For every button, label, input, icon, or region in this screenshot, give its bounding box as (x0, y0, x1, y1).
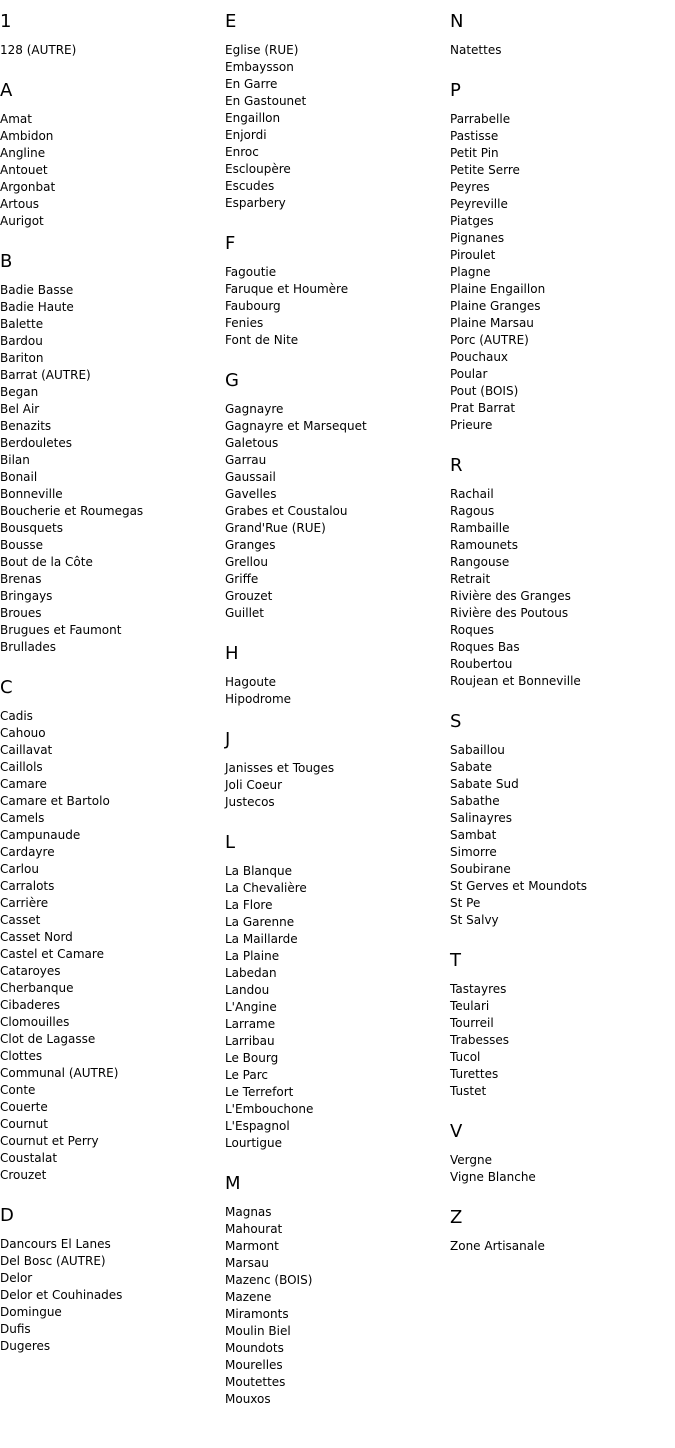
place-link[interactable]: Rambaille (450, 521, 510, 535)
place-link[interactable]: Delor et Couhinades (0, 1288, 123, 1302)
place-link[interactable]: Bilan (0, 453, 30, 467)
place-link[interactable]: L'Angine (225, 1000, 277, 1014)
place-link[interactable]: Poular (450, 367, 488, 381)
place-link[interactable]: Domingue (0, 1305, 62, 1319)
place-link[interactable]: Le Parc (225, 1068, 268, 1082)
place-link[interactable]: Eglise (RUE) (225, 43, 299, 57)
place-link[interactable]: Larribau (225, 1034, 275, 1048)
place-list (0, 1236, 215, 1355)
place-link[interactable]: La Plaine (225, 949, 280, 963)
place-link[interactable]: Benazits (0, 419, 52, 433)
place-link[interactable]: Couerte (0, 1100, 48, 1114)
letter-heading: H (225, 643, 239, 664)
place-link[interactable]: Brugues et Faumont (0, 623, 122, 637)
place-link[interactable]: Pouchaux (450, 350, 509, 364)
place-link[interactable]: Ragous (450, 504, 495, 518)
place-link[interactable]: Tourreil (450, 1016, 494, 1030)
place-link[interactable]: Cibaderes (0, 998, 60, 1012)
place-link[interactable]: Fagoutie (225, 265, 277, 279)
place-link[interactable]: Moutettes (225, 1375, 286, 1389)
place-link[interactable]: Roques Bas (450, 640, 520, 654)
place-link[interactable]: Rachail (450, 487, 494, 501)
place-link[interactable]: Magnas (225, 1205, 272, 1219)
place-link[interactable]: Rangouse (450, 555, 510, 569)
place-link[interactable]: Sambat (450, 828, 497, 842)
place-link[interactable]: Soubirane (450, 862, 511, 876)
place-list (0, 42, 215, 59)
place-link[interactable]: Dancours El Lanes (0, 1237, 111, 1251)
place-link[interactable]: Gavelles (225, 487, 277, 501)
letter-heading: B (0, 251, 13, 272)
place-link[interactable]: Marmont (225, 1239, 279, 1253)
place-link[interactable]: Zone Artisanale (450, 1239, 545, 1253)
place-link[interactable]: Larrame (225, 1017, 276, 1031)
place-link[interactable]: Janisses et Touges (225, 761, 335, 775)
place-link[interactable]: Moundots (225, 1341, 284, 1355)
place-list (450, 42, 665, 59)
letter-heading: G (225, 370, 239, 391)
letter-heading: M (225, 1173, 241, 1194)
place-link[interactable]: Dugeres (0, 1339, 51, 1353)
place-link[interactable]: Escloupère (225, 162, 291, 176)
letter-group (225, 234, 440, 349)
place-link[interactable]: Ramounets (450, 538, 519, 552)
place-list (450, 486, 665, 690)
letter-heading: F (225, 233, 236, 254)
letter-group (225, 730, 440, 811)
place-list (450, 981, 665, 1100)
place-link[interactable]: La Maillarde (225, 932, 298, 946)
place-link[interactable]: Carralots (0, 879, 55, 893)
place-link[interactable]: Miramonts (225, 1307, 289, 1321)
place-link[interactable]: Mourelles (225, 1358, 283, 1372)
place-link[interactable]: Teulari (450, 999, 490, 1013)
place-link[interactable]: Cournut (0, 1117, 48, 1131)
place-link[interactable]: Grabes et Coustalou (225, 504, 348, 518)
place-link[interactable]: Balette (0, 317, 44, 331)
place-link[interactable]: Hipodrome (225, 692, 292, 706)
place-link[interactable]: Ambidon (0, 129, 54, 143)
index-column-1 (0, 12, 215, 1377)
letter-group (225, 833, 440, 1152)
place-link[interactable]: Le Terrefort (225, 1085, 294, 1099)
place-link[interactable]: Clottes (0, 1049, 43, 1063)
letter-group (225, 12, 440, 212)
place-link[interactable]: Caillavat (0, 743, 53, 757)
index-column-2 (225, 12, 440, 1430)
place-link[interactable]: Berdouletes (0, 436, 72, 450)
place-link[interactable]: Angline (0, 146, 46, 160)
place-link[interactable]: Cahouo (0, 726, 46, 740)
letter-heading: C (0, 677, 13, 698)
place-link[interactable]: Vigne Blanche (450, 1170, 536, 1184)
letter-group (0, 1206, 215, 1355)
place-link[interactable]: Plaine Granges (450, 299, 541, 313)
place-link[interactable]: Broues (0, 606, 42, 620)
index-column-3 (450, 12, 665, 1277)
place-link[interactable]: Embaysson (225, 60, 294, 74)
place-list (225, 863, 440, 1152)
place-list (225, 401, 440, 622)
place-link[interactable]: La Flore (225, 898, 273, 912)
letter-group (450, 81, 665, 434)
place-link[interactable]: Pout (BOIS) (450, 384, 519, 398)
place-link[interactable]: Retrait (450, 572, 491, 586)
place-link[interactable]: Argonbat (0, 180, 56, 194)
place-link[interactable]: Clot de Lagasse (0, 1032, 96, 1046)
place-link[interactable]: Boucherie et Roumegas (0, 504, 144, 518)
place-link[interactable]: Caillols (0, 760, 43, 774)
letter-group (225, 371, 440, 622)
place-list (0, 282, 215, 656)
place-link[interactable]: Campunaude (0, 828, 81, 842)
place-link[interactable]: 128 (AUTRE) (0, 43, 77, 57)
place-link[interactable]: Roujean et Bonneville (450, 674, 581, 688)
place-link[interactable]: Tastayres (450, 982, 507, 996)
place-list (225, 264, 440, 349)
place-link[interactable]: La Chevalière (225, 881, 307, 895)
place-link[interactable]: Garrau (225, 453, 267, 467)
letter-heading: T (450, 950, 461, 971)
place-link[interactable]: Gagnayre et Marsequet (225, 419, 367, 433)
letter-group (225, 644, 440, 708)
place-link[interactable]: Bariton (0, 351, 44, 365)
place-link[interactable]: St Pe (450, 896, 481, 910)
place-link[interactable]: Mouxos (225, 1392, 271, 1406)
letter-group (225, 1174, 440, 1408)
place-link[interactable]: Delor (0, 1271, 33, 1285)
place-link[interactable]: Casset (0, 913, 41, 927)
place-link[interactable]: Gaussail (225, 470, 276, 484)
place-link[interactable]: Landou (225, 983, 270, 997)
place-link[interactable]: Roques (450, 623, 494, 637)
place-link[interactable]: Barrat (AUTRE) (0, 368, 91, 382)
place-link[interactable]: Piatges (450, 214, 494, 228)
place-link[interactable]: Bout de la Côte (0, 555, 93, 569)
place-link[interactable]: Fenies (225, 316, 264, 330)
place-link[interactable]: Sabate Sud (450, 777, 519, 791)
place-link[interactable]: Brullades (0, 640, 57, 654)
place-link[interactable]: Bonail (0, 470, 38, 484)
letter-heading: D (0, 1205, 14, 1226)
place-link[interactable]: Enroc (225, 145, 259, 159)
letter-heading: E (225, 11, 237, 32)
place-link[interactable]: La Garenne (225, 915, 295, 929)
place-link[interactable]: Cadis (0, 709, 33, 723)
place-link[interactable]: Sabate (450, 760, 493, 774)
place-link[interactable]: Artous (0, 197, 40, 211)
place-link[interactable]: Pignanes (450, 231, 505, 245)
place-link[interactable]: Mazenc (BOIS) (225, 1273, 313, 1287)
place-link[interactable]: Antouet (0, 163, 48, 177)
place-link[interactable]: St Salvy (450, 913, 499, 927)
place-link[interactable]: Gagnayre (225, 402, 284, 416)
place-link[interactable]: Marsau (225, 1256, 269, 1270)
letter-heading: J (225, 729, 231, 750)
letter-group (450, 456, 665, 690)
place-link[interactable]: Camare et Bartolo (0, 794, 110, 808)
place-link[interactable]: Le Bourg (225, 1051, 279, 1065)
place-link[interactable]: Prieure (450, 418, 493, 432)
letter-group (450, 712, 665, 929)
place-link[interactable]: Cherbanque (0, 981, 74, 995)
place-link[interactable]: Cournut et Perry (0, 1134, 99, 1148)
place-link[interactable]: En Gastounet (225, 94, 307, 108)
place-list (225, 760, 440, 811)
place-link[interactable]: Piroulet (450, 248, 496, 262)
place-link[interactable]: Cardayre (0, 845, 55, 859)
place-link[interactable]: Badie Haute (0, 300, 74, 314)
place-list (450, 742, 665, 929)
place-link[interactable]: Prat Barrat (450, 401, 516, 415)
place-link[interactable]: Peyres (450, 180, 490, 194)
place-link[interactable]: Camare (0, 777, 47, 791)
place-list (0, 111, 215, 230)
place-link[interactable]: Peyreville (450, 197, 508, 211)
place-link[interactable]: Roubertou (450, 657, 513, 671)
place-list (450, 1238, 665, 1255)
letter-group (450, 12, 665, 59)
place-link[interactable]: Lourtigue (225, 1136, 282, 1150)
place-link[interactable]: En Garre (225, 77, 278, 91)
place-list (225, 674, 440, 708)
place-link[interactable]: Tustet (450, 1084, 487, 1098)
place-link[interactable]: Trabesses (450, 1033, 509, 1047)
letter-heading: V (450, 1121, 463, 1142)
letter-group (0, 678, 215, 1184)
place-link[interactable]: Vergne (450, 1153, 492, 1167)
place-link[interactable]: Parrabelle (450, 112, 511, 126)
letter-heading: R (450, 455, 463, 476)
place-link[interactable]: Plaine Engaillon (450, 282, 546, 296)
letter-heading: 1 (0, 11, 12, 32)
letter-heading: L (225, 832, 236, 853)
place-link[interactable]: Font de Nite (225, 333, 299, 347)
place-link[interactable]: Amat (0, 112, 32, 126)
place-link[interactable]: Began (0, 385, 39, 399)
place-link[interactable]: Brenas (0, 572, 42, 586)
place-link[interactable]: Cataroyes (0, 964, 61, 978)
place-link[interactable]: Grouzet (225, 589, 273, 603)
place-link[interactable]: St Gerves et Moundots (450, 879, 588, 893)
place-link[interactable]: Hagoute (225, 675, 277, 689)
place-link[interactable]: Badie Basse (0, 283, 74, 297)
place-link[interactable]: Carrière (0, 896, 49, 910)
letter-group (0, 252, 215, 656)
letter-group (450, 951, 665, 1100)
place-link[interactable]: Bardou (0, 334, 43, 348)
place-link[interactable]: La Blanque (225, 864, 292, 878)
letter-group (450, 1122, 665, 1186)
place-link[interactable]: Petite Serre (450, 163, 520, 177)
letter-group (0, 81, 215, 230)
place-link[interactable]: Salinayres (450, 811, 513, 825)
place-link[interactable]: Escudes (225, 179, 275, 193)
place-link[interactable]: Bonneville (0, 487, 63, 501)
place-link[interactable]: Esparbery (225, 196, 286, 210)
place-link[interactable]: Enjordi (225, 128, 267, 142)
place-list (450, 1152, 665, 1186)
place-list (0, 708, 215, 1184)
place-link[interactable]: Joli Coeur (225, 778, 283, 792)
place-link[interactable]: Moulin Biel (225, 1324, 291, 1338)
place-link[interactable]: Casset Nord (0, 930, 73, 944)
place-link[interactable]: Bringays (0, 589, 53, 603)
place-link[interactable]: Grellou (225, 555, 268, 569)
place-link[interactable]: Tucol (450, 1050, 481, 1064)
letter-heading: S (450, 711, 462, 732)
place-link[interactable]: Petit Pin (450, 146, 499, 160)
place-link[interactable]: Simorre (450, 845, 497, 859)
place-list (450, 111, 665, 434)
place-link[interactable]: L'Espagnol (225, 1119, 290, 1133)
place-link[interactable]: Labedan (225, 966, 277, 980)
place-link[interactable]: Porc (AUTRE) (450, 333, 529, 347)
place-link[interactable]: Crouzet (0, 1168, 47, 1182)
place-link[interactable]: Dufis (0, 1322, 31, 1336)
place-link[interactable]: Bel Air (0, 402, 40, 416)
letter-group (450, 1208, 665, 1255)
place-link[interactable]: Mazene (225, 1290, 272, 1304)
place-link[interactable]: Justecos (225, 795, 275, 809)
place-link[interactable]: Bousse (0, 538, 44, 552)
place-link[interactable]: Aurigot (0, 214, 44, 228)
place-link[interactable]: Galetous (225, 436, 279, 450)
place-link[interactable]: Carlou (0, 862, 39, 876)
place-link[interactable]: Guillet (225, 606, 264, 620)
place-link[interactable]: Del Bosc (AUTRE) (0, 1254, 106, 1268)
place-link[interactable]: Conte (0, 1083, 36, 1097)
place-link[interactable]: Plaine Marsau (450, 316, 534, 330)
place-link[interactable]: Sabaillou (450, 743, 505, 757)
place-link[interactable]: Turettes (450, 1067, 499, 1081)
place-link[interactable]: Faruque et Houmère (225, 282, 349, 296)
letter-heading: Z (450, 1207, 463, 1228)
place-link[interactable]: Bousquets (0, 521, 63, 535)
place-link[interactable]: Clomouilles (0, 1015, 70, 1029)
place-link[interactable]: Sabathe (450, 794, 500, 808)
place-list (225, 1204, 440, 1408)
place-link[interactable]: Coustalat (0, 1151, 58, 1165)
place-link[interactable]: L'Embouchone (225, 1102, 314, 1116)
place-list (225, 42, 440, 212)
place-link[interactable]: Griffe (225, 572, 259, 586)
place-link[interactable]: Grand'Rue (RUE) (225, 521, 326, 535)
place-link[interactable]: Mahourat (225, 1222, 283, 1236)
place-link[interactable]: Camels (0, 811, 45, 825)
letter-heading: P (450, 80, 461, 101)
place-link[interactable]: Plagne (450, 265, 491, 279)
place-link[interactable]: Pastisse (450, 129, 499, 143)
place-link[interactable]: Faubourg (225, 299, 281, 313)
place-link[interactable]: Rivière des Poutous (450, 606, 569, 620)
place-link[interactable]: Natettes (450, 43, 502, 57)
letter-group (0, 12, 215, 59)
place-link[interactable]: Granges (225, 538, 276, 552)
place-link[interactable]: Engaillon (225, 111, 281, 125)
place-link[interactable]: Rivière des Granges (450, 589, 571, 603)
letter-heading: A (0, 80, 13, 101)
letter-heading: N (450, 11, 464, 32)
place-link[interactable]: Castel et Camare (0, 947, 104, 961)
place-link[interactable]: Communal (AUTRE) (0, 1066, 119, 1080)
